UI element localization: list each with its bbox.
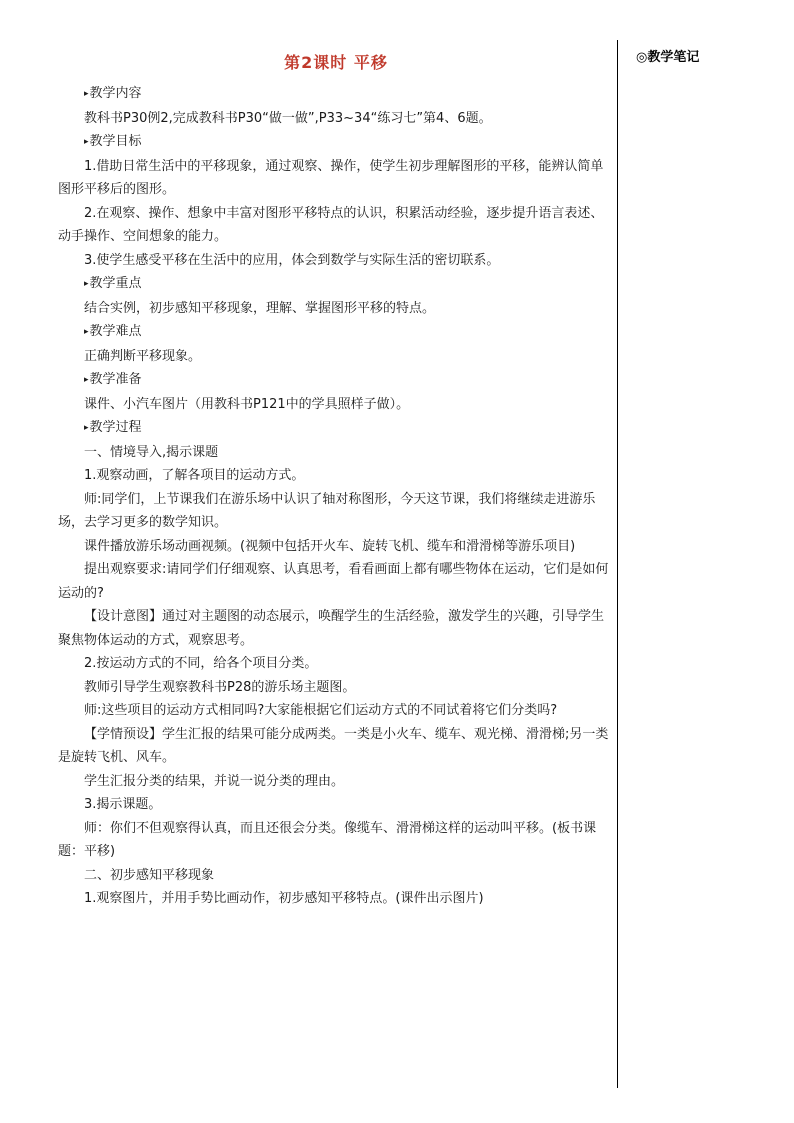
paragraph: 结合实例，初步感知平移现象，理解、掌握图形平移的特点。 [84, 300, 436, 316]
paragraph: 提出观察要求:请同学们仔细观察、认真思考，看看画面上都有哪些物体在运动，它们是如何运动的? [58, 562, 609, 601]
section-heading-key: ▸ 教学重点 [58, 272, 612, 297]
paragraph: 【学情预设】学生汇报的结果可能分成两类。一类是小火车、缆车、观光梯、滑滑梯;另一类是旋转飞机、风车。 [58, 726, 609, 765]
paragraph: 1.观察动画，了解各项目的运动方式。 [84, 468, 305, 483]
paragraph: 教科书P30例2,完成教科书P30“做一做”,P33~34“练习七”第4、6题。 [84, 110, 492, 126]
paragraph: 3.使学生感受平移在生活中的应用，体会到数学与实际生活的密切联系。 [84, 252, 500, 268]
paragraph: 2.在观察、操作、想象中丰富对图形平移特点的认识，积累活动经验，逐步提升语言表述、动手操作、空间想象的能力。 [58, 205, 604, 244]
paragraph: 教师引导学生观察教科书P28的游乐场主题图。 [84, 679, 356, 695]
teaching-notes-label: ◎教学笔记 [636, 50, 700, 65]
margin-divider [617, 40, 618, 1088]
section-heading-preparation: ▸ 教学准备 [58, 368, 612, 393]
paragraph: 正确判断平移现象。 [84, 348, 202, 364]
paragraph: 二、初步感知平移现象 [84, 867, 215, 883]
paragraph: 师:这些项目的运动方式相同吗?大家能根据它们运动方式的不同试着将它们分类吗? [84, 703, 558, 718]
paragraph: 学生汇报分类的结果，并说一说分类的理由。 [84, 773, 345, 789]
lesson-content [58, 82, 612, 911]
section-heading-process: ▸ 教学过程 [58, 416, 612, 441]
paragraph: 课件、小汽车图片（用教科书P121中的学具照样子做）。 [84, 396, 410, 412]
paragraph: 师：你们不但观察得认真，而且还很会分类。像缆车、滑滑梯这样的运动叫平移。(板书课题：平移) [58, 820, 597, 859]
paragraph: 一、情境导入,揭示课题 [84, 444, 219, 460]
paragraph: 2.按运动方式的不同，给各个项目分类。 [84, 656, 318, 671]
paragraph: 1.观察图片，并用手势比画动作，初步感知平移特点。(课件出示图片) [84, 891, 484, 906]
paragraph: 3.揭示课题。 [84, 797, 162, 812]
paragraph: 【设计意图】通过对主题图的动态展示，唤醒学生的生活经验，激发学生的兴趣，引导学生聚焦物体运动的方式，观察思考。 [58, 609, 605, 648]
paragraph: 1.借助日常生活中的平移现象，通过观察、操作，使学生初步理解图形的平移，能辨认简单图形平移后的图形。 [58, 158, 604, 197]
section-heading-goals: ▸ 教学目标 [58, 130, 612, 155]
section-heading-difficulty: ▸ 教学难点 [58, 320, 612, 345]
paragraph: 师:同学们，上节课我们在游乐场中认识了轴对称图形，今天这节课，我们将继续走进游乐场，去学习更多的数学知识。 [58, 491, 596, 530]
paragraph: 课件播放游乐场动画视频。(视频中包括开火车、旋转飞机、缆车和滑滑梯等游乐项目) [84, 538, 576, 554]
section-heading-content: ▸ 教学内容 [58, 82, 612, 107]
page-title: 第2课时 平移 [284, 53, 388, 72]
